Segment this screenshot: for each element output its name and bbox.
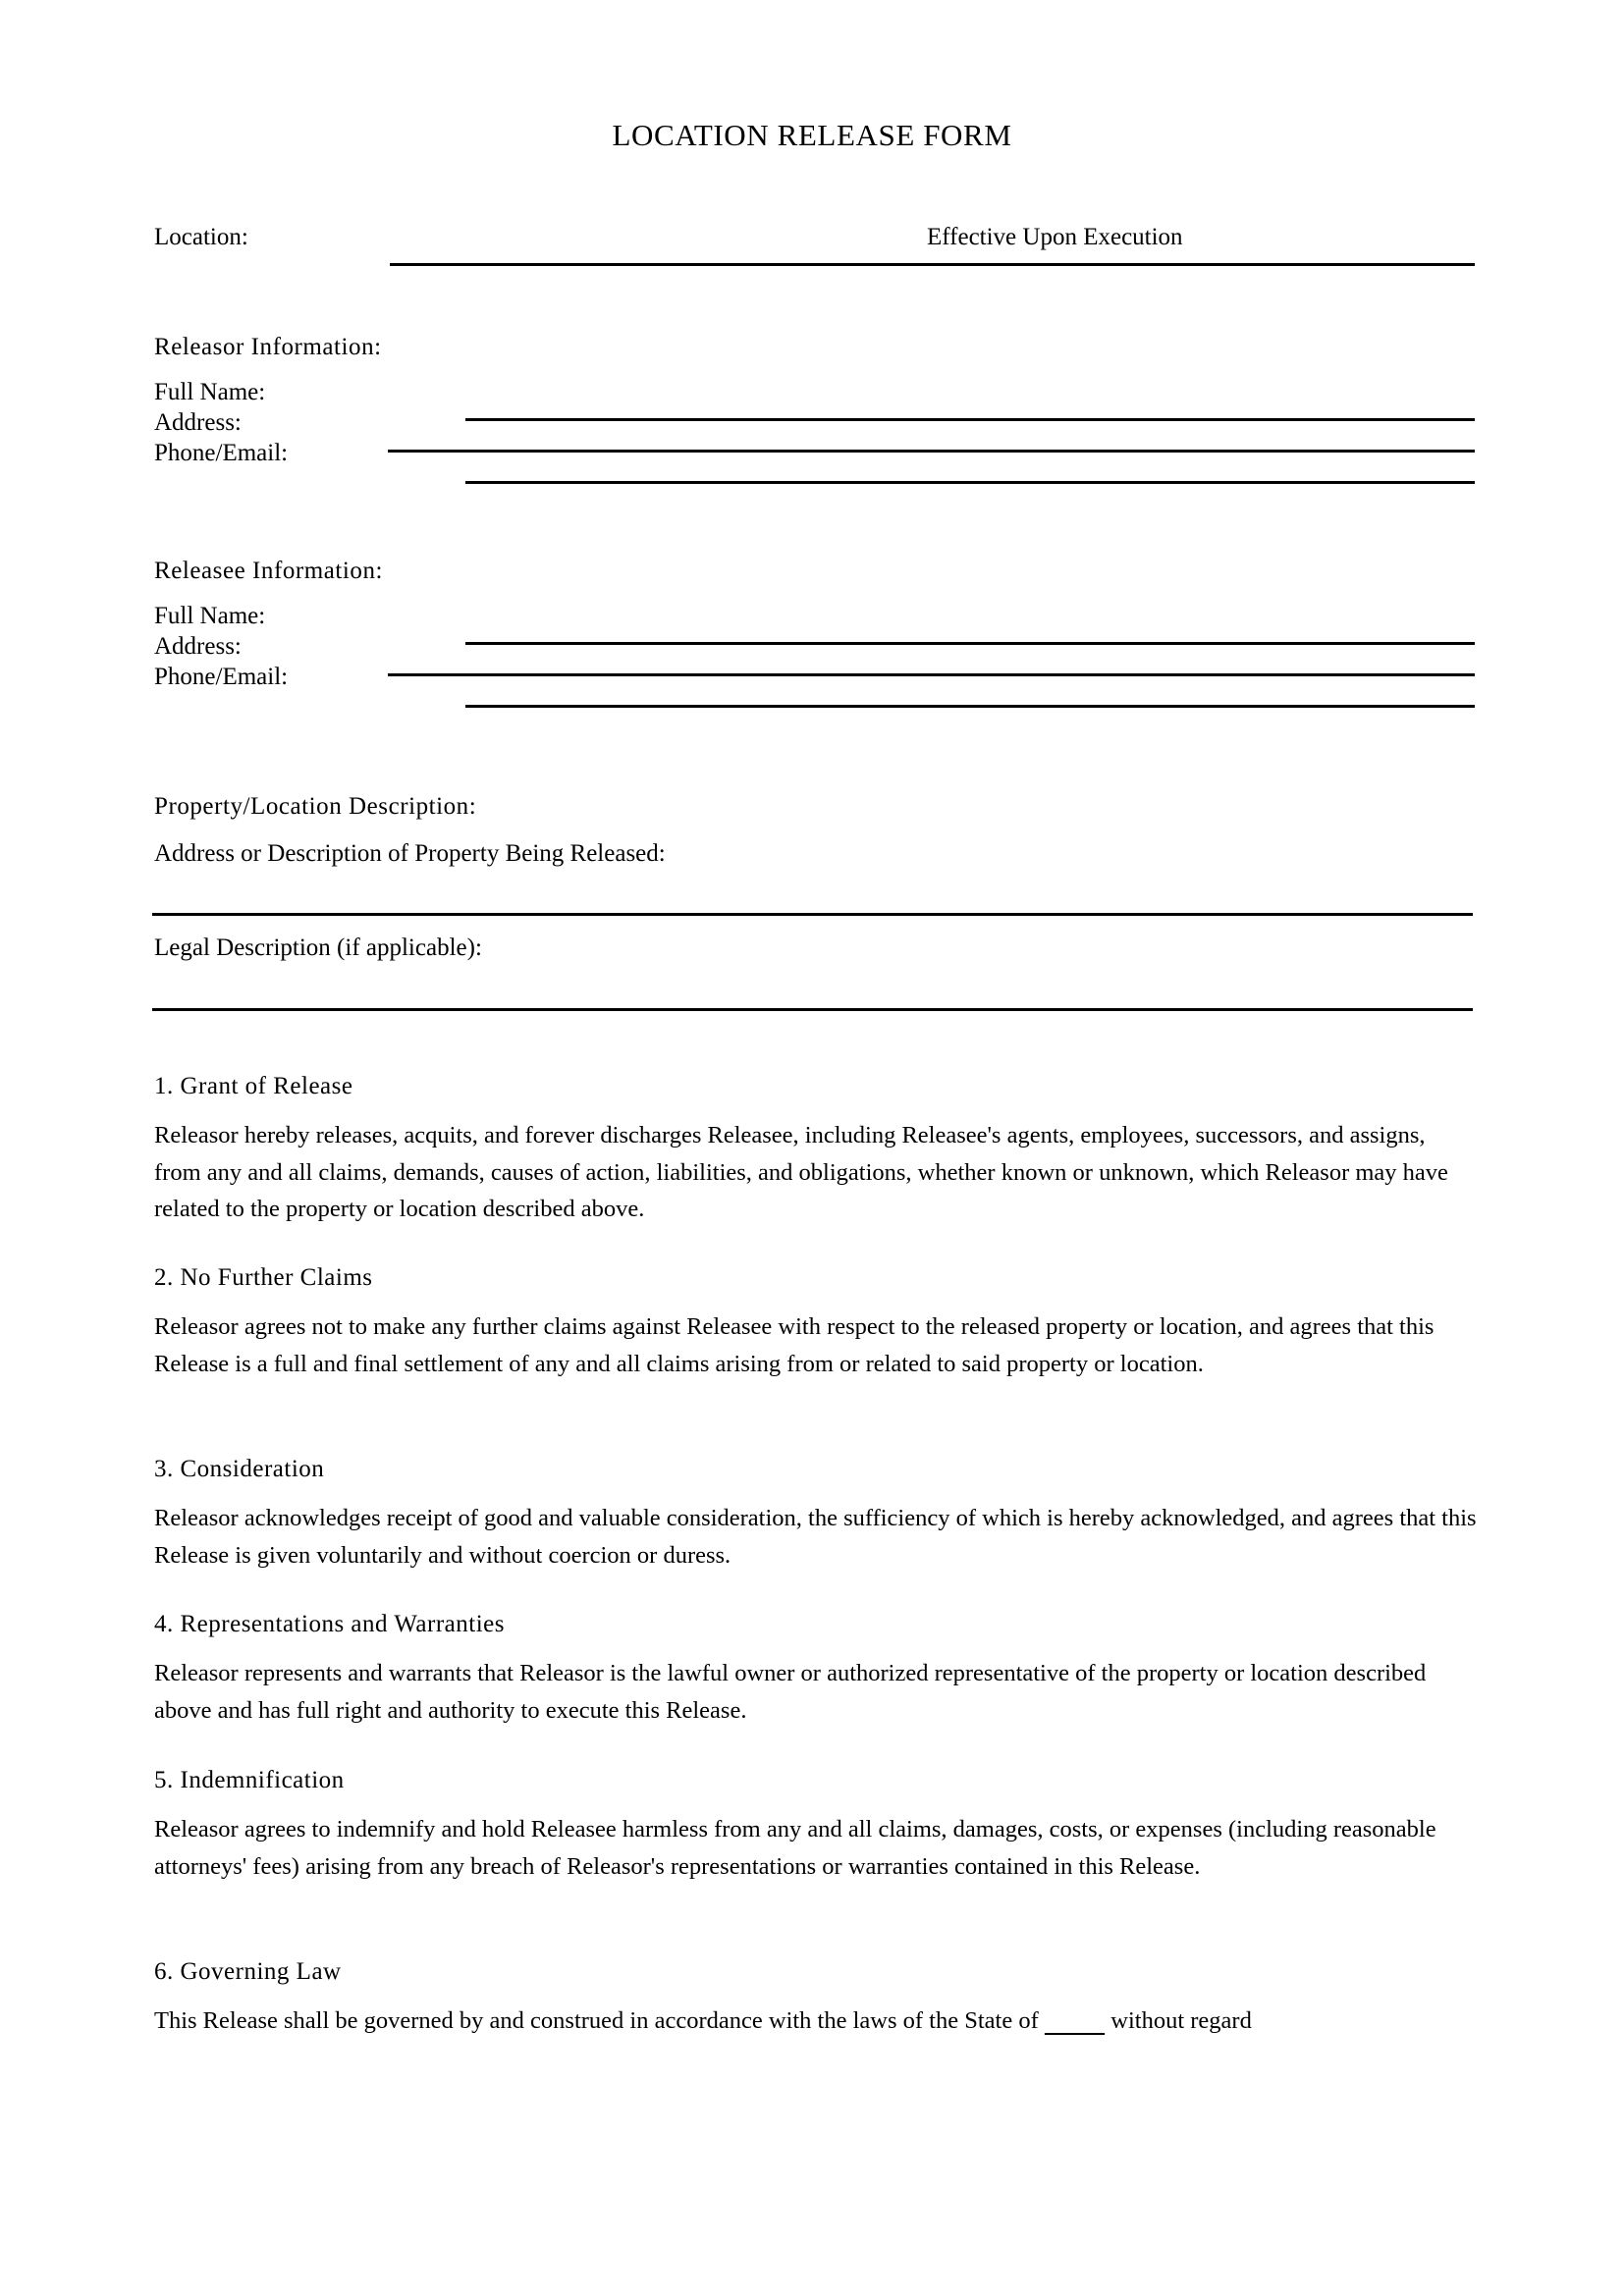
section-5-heading: 5. Indemnification [154,1767,345,1793]
section-1-body: Releasor hereby releases, acquits, and forever discharges Releasee, including Releasee's agents, employees, successors, and assigns, from any and all claims, demands, causes of action, liabilities, and obligations, whether known or unknown, which Releasor may have related to the property or location described above. [154,1122,1448,1222]
property-description-heading-row [154,793,1475,838]
location-input-line[interactable] [390,263,1475,266]
section-4-heading: 4. Representations and Warranties [154,1611,505,1637]
governing-law-state-blank[interactable] [1045,2007,1105,2034]
location-field-row [154,224,1475,269]
legal-description-label: Legal Description (if applicable): [154,934,482,961]
section-1-heading: 1. Grant of Release [154,1073,353,1099]
releasee-phone-email-label: Phone/Email: [154,664,289,690]
section-6-text-after-blank: without regard [1105,2007,1252,2034]
releasor-full-name-label: Full Name: [154,379,266,405]
section-4-body: Releasor represents and warrants that Releasor is the lawful owner or authorized representative of the property or location described above and has full right and authority to execute this Release. [154,1660,1427,1724]
section-2-body: Releasor agrees not to make any further claims against Releasee with respect to the released property or location, and agrees that this Release is a full and final settlement of any and all claims arising from or related to said property or location. [154,1313,1435,1377]
property-address-input-line[interactable] [152,913,1473,916]
releasor-address-label: Address: [154,409,242,436]
section-5-body: Releasor agrees to indemnify and hold Releasee harmless from any and all claims, damages, costs, or expenses (including reasonable attorneys' fees) arising from any breach of Releasor's representations or warranties contained in this Release. [154,1816,1436,1880]
releasee-heading-row [154,558,1475,603]
releasee-address-label: Address: [154,633,242,660]
releasee-phone-email-input-line[interactable] [465,705,1475,708]
location-label: Location: [154,224,248,250]
releasee-full-name-label: Full Name: [154,603,266,629]
releasee-phone-email-row [154,664,1475,709]
section-6-text-before-blank: This Release shall be governed by and construed in accordance with the laws of the State of [154,2007,1045,2034]
releasor-information-heading: Releasor Information: [154,334,382,360]
legal-description-label-row [154,934,1475,980]
page-title: LOCATION RELEASE FORM [612,118,1012,152]
section-3-heading: 3. Consideration [154,1456,325,1482]
property-address-label-row [154,840,1475,885]
property-location-description-heading: Property/Location Description: [154,793,477,820]
releasor-phone-email-row [154,440,1475,485]
section-6-heading: 6. Governing Law [154,1958,342,1985]
releasee-information-heading: Releasee Information: [154,558,383,584]
property-address-description-label: Address or Description of Property Being Released: [154,840,666,867]
releasor-phone-email-label: Phone/Email: [154,440,289,466]
releasor-phone-email-input-line[interactable] [465,481,1475,484]
effective-upon-execution-note: Effective Upon Execution [927,224,1183,250]
section-6-body [154,2002,1478,2040]
releasor-heading-row [154,334,1475,379]
section-3-body: Releasor acknowledges receipt of good and valuable consideration, the sufficiency of which is hereby acknowledged, and agrees that this Release is given voluntarily and without coercion or duress. [154,1505,1477,1569]
legal-description-input-line[interactable] [152,1008,1473,1011]
section-2-heading: 2. No Further Claims [154,1264,373,1291]
